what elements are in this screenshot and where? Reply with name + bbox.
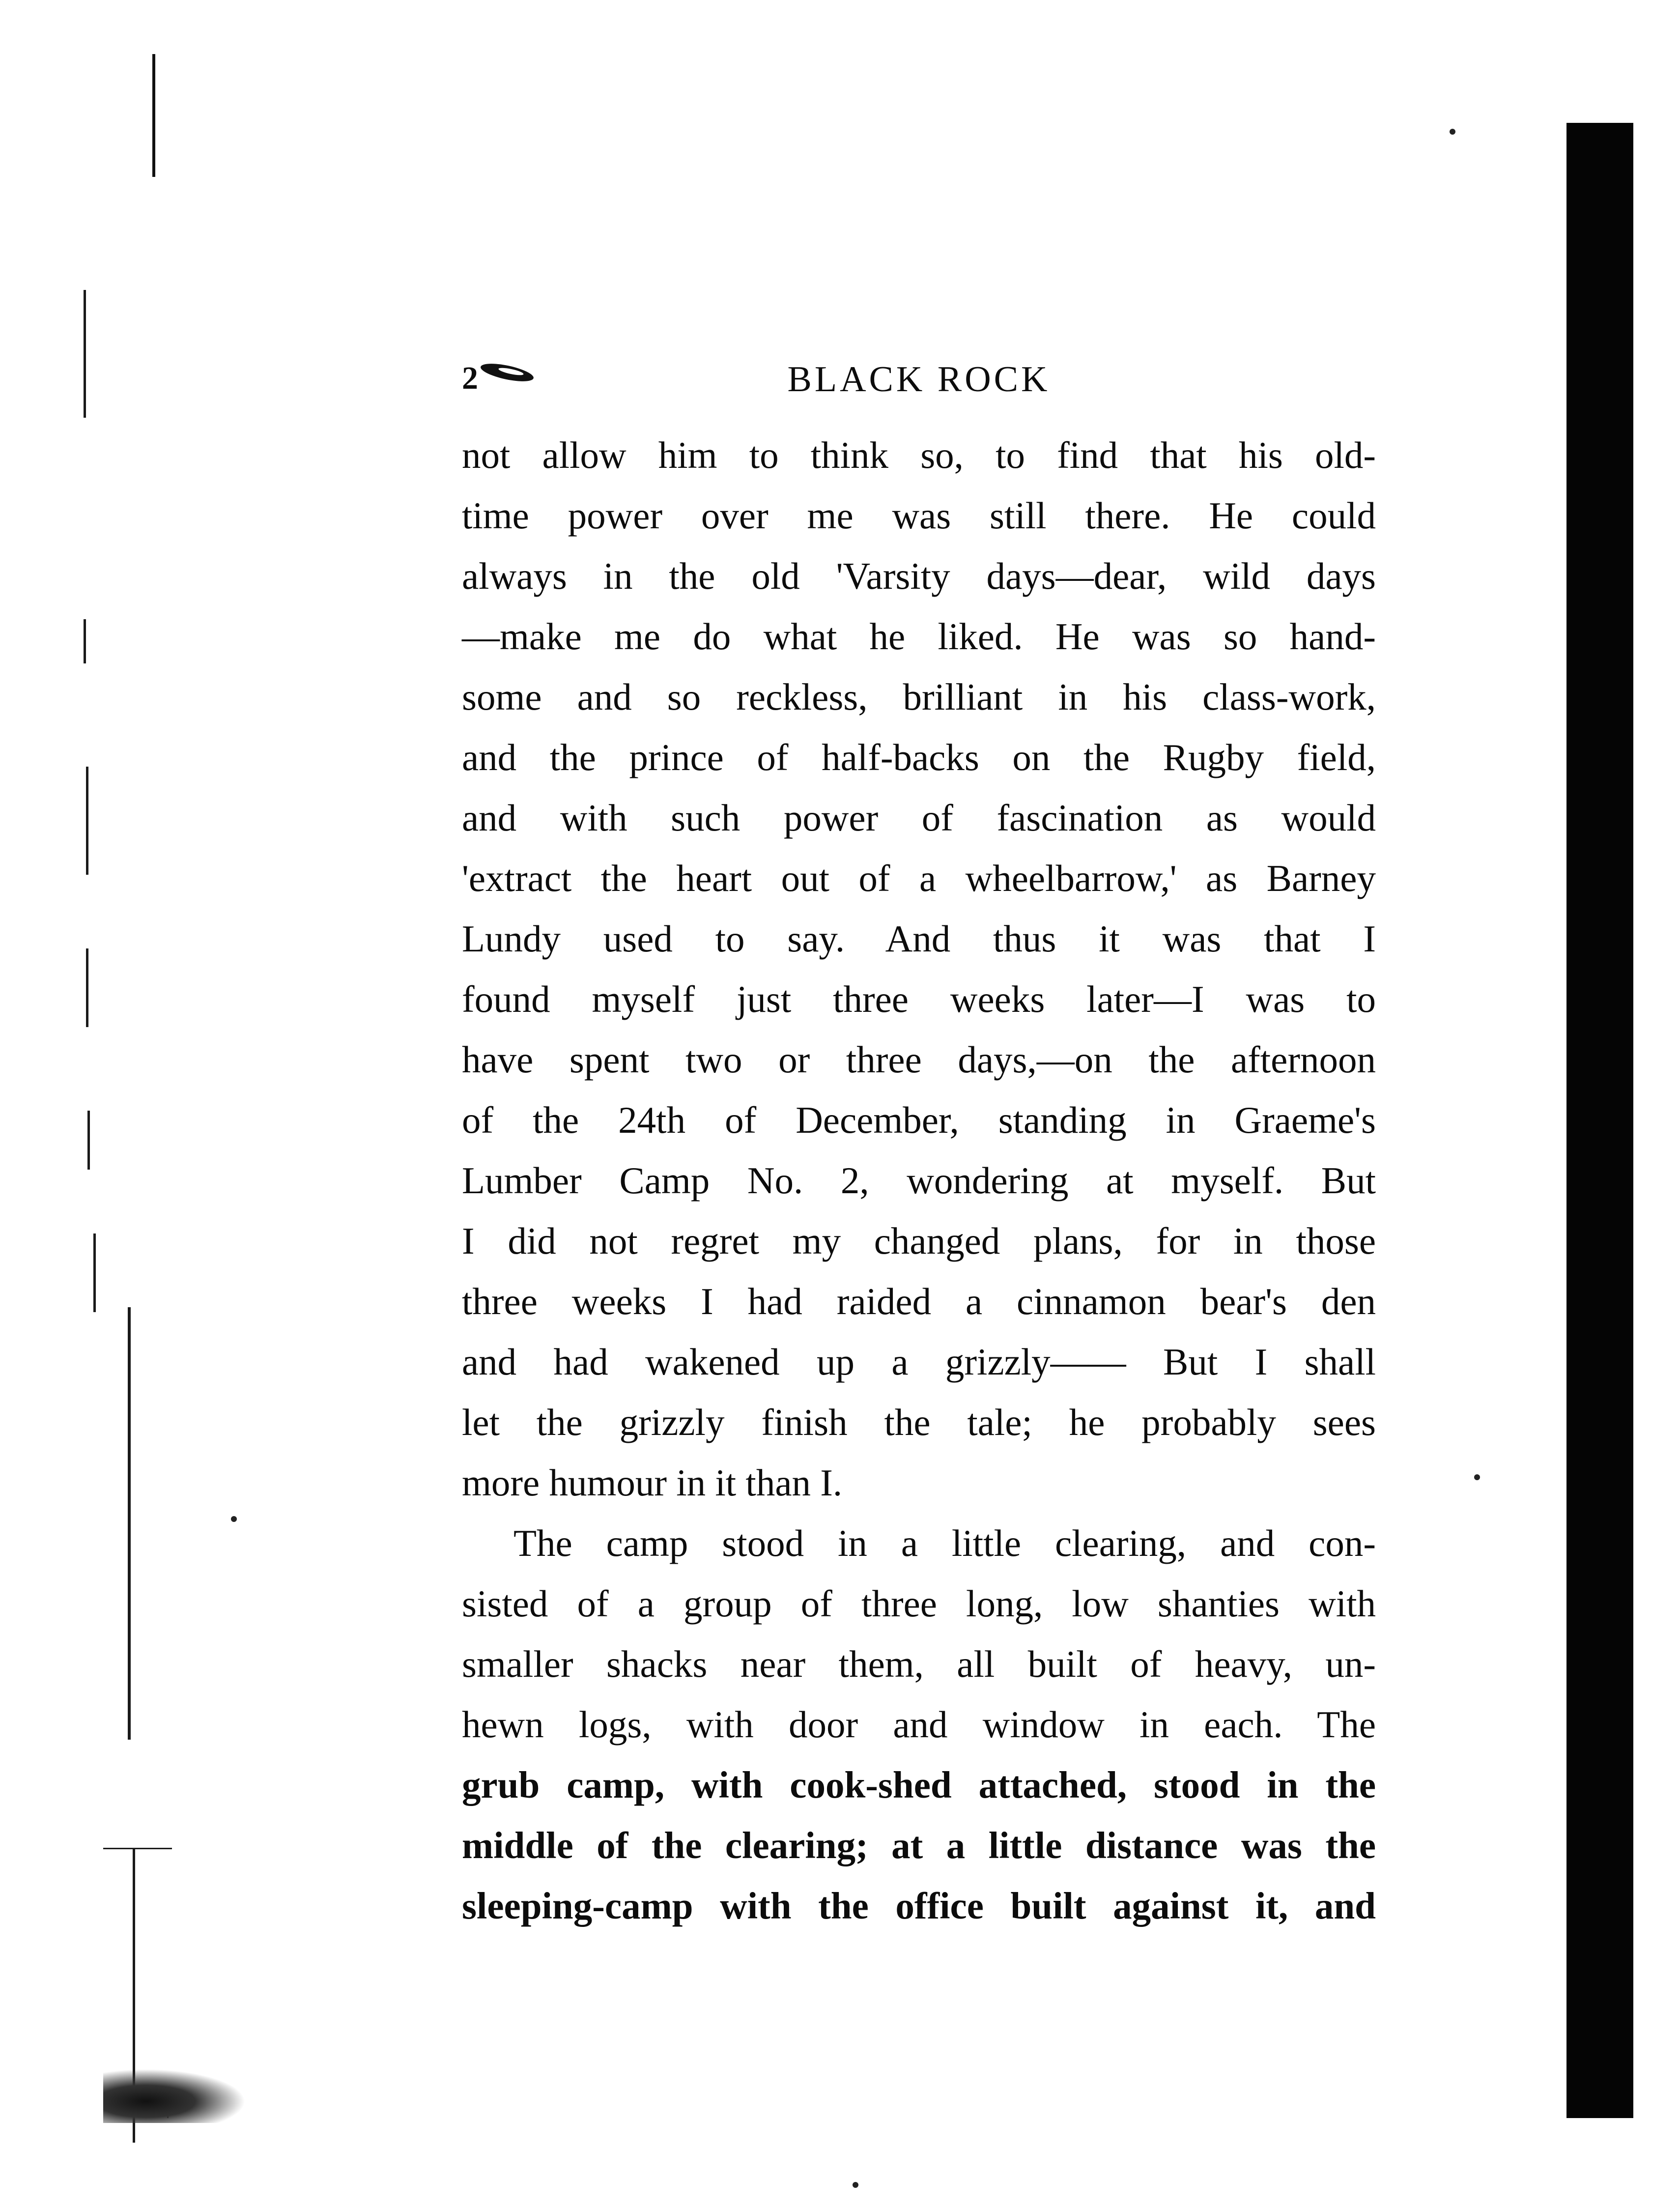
text-line: found myself just three weeks later—I was to: [462, 978, 1376, 1020]
text-line: always in the old 'Varsity days—dear, wild days: [462, 555, 1376, 597]
text-line: —make me do what he liked. He was so hand-: [462, 615, 1376, 658]
text-line: some and so reckless, brilliant in his class-work,: [462, 676, 1376, 718]
running-title: BLACK ROCK: [787, 359, 1051, 400]
text-line: time power over me was still there. He could: [462, 494, 1376, 537]
text-line: grub camp, with cook-shed attached, stood in the: [462, 1764, 1376, 1806]
scan-edge-shadow: [1566, 123, 1633, 2118]
body-text: [462, 425, 1376, 1936]
scan-margin-rule: [152, 54, 155, 177]
text-line: 'extract the heart out of a wheelbarrow,' as Barney: [462, 857, 1376, 899]
page-number: 2: [462, 360, 478, 396]
text-line: and with such power of fascination as would: [462, 797, 1376, 839]
text-line: not allow him to think so, to find that his old-: [462, 434, 1376, 476]
scan-speck: [231, 1516, 237, 1522]
paragraph: [462, 425, 1376, 1513]
scan-speck: [1474, 1474, 1480, 1480]
text-line: Lundy used to say. And thus it was that I: [462, 918, 1376, 960]
text-line: smaller shacks near them, all built of heavy, un-: [462, 1643, 1376, 1685]
text-line: of the 24th of December, standing in Graeme's: [462, 1099, 1376, 1141]
scan-speck: [853, 2182, 858, 2188]
text-line: The camp stood in a little clearing, and con-: [513, 1522, 1376, 1564]
text-line: more humour in it than I.: [462, 1462, 843, 1504]
text-line: sisted of a group of three long, low shanties with: [462, 1582, 1376, 1625]
page-header: [462, 349, 1376, 408]
text-line: three weeks I had raided a cinnamon bear's den: [462, 1280, 1376, 1322]
paragraph: [462, 1513, 1376, 1936]
text-line: I did not regret my changed plans, for in those: [462, 1220, 1376, 1262]
scan-smudge: [103, 2069, 246, 2123]
text-line: and had wakened up a grizzly—— But I shall: [462, 1341, 1376, 1383]
text-line: Lumber Camp No. 2, wondering at myself. But: [462, 1159, 1376, 1202]
scan-margin-noise: [74, 275, 167, 2143]
text-line: middle of the clearing; at a little distance was the: [462, 1824, 1376, 1866]
text-line: sleeping-camp with the office built against it, and: [462, 1885, 1376, 1927]
text-line: have spent two or three days,—on the afternoon: [462, 1038, 1376, 1081]
text-line: and the prince of half-backs on the Rugby field,: [462, 736, 1376, 778]
text-line: hewn logs, with door and window in each. The: [462, 1703, 1376, 1746]
text-line: let the grizzly finish the tale; he probably sees: [462, 1401, 1376, 1443]
scan-speck: [1450, 129, 1455, 135]
